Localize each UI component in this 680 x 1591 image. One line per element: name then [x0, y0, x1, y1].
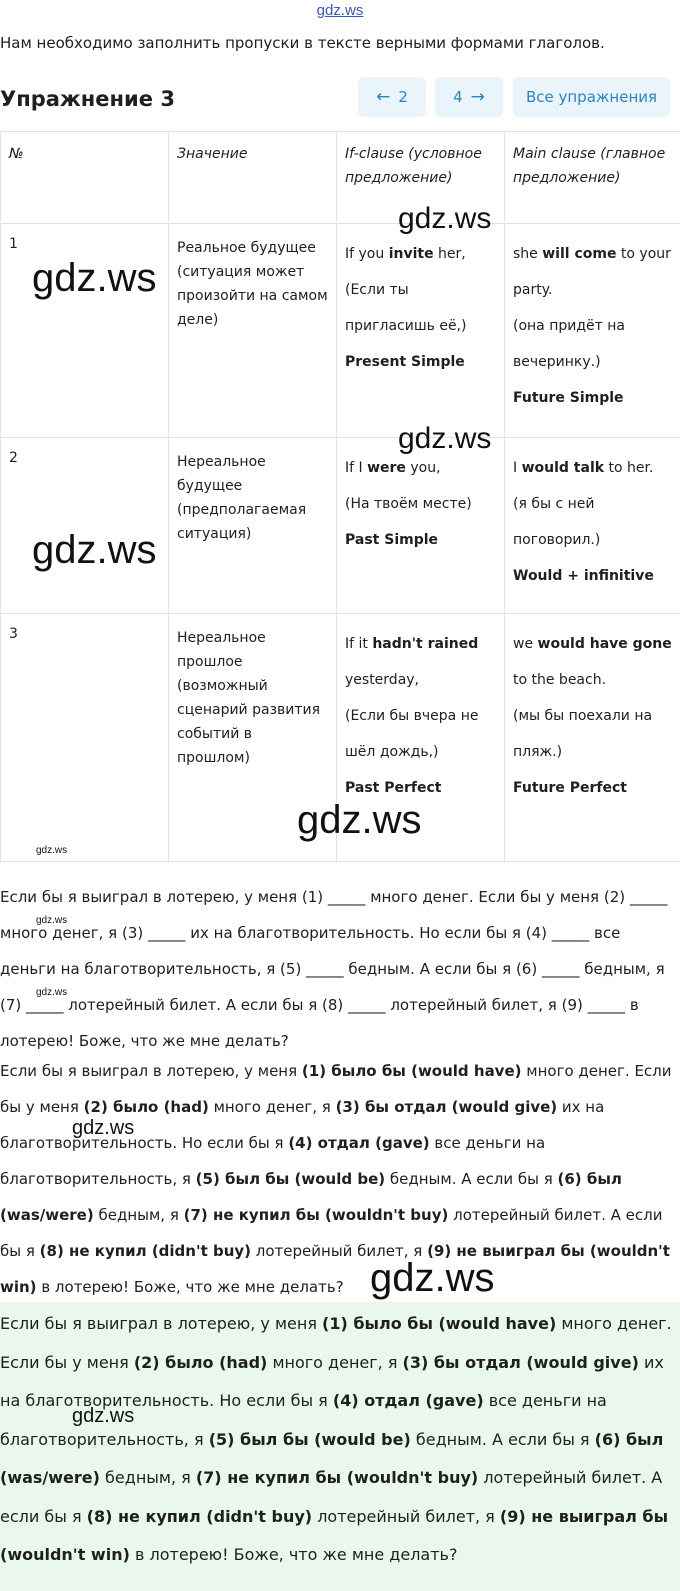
watermark: gdz.ws	[72, 1117, 135, 1139]
answer-filled-verb: (6) был (was/were)	[0, 1170, 622, 1224]
answer-filled-verb: (8) не купил (didn't buy)	[86, 1506, 313, 1526]
answer-filled-verb: (9) не выиграл бы (wouldn't win)	[0, 1242, 670, 1296]
if-example: If you invite her,	[345, 246, 466, 262]
prev-exercise-label: 2	[398, 88, 408, 106]
header-if-clause: If-clause (условное предложение)	[337, 132, 505, 224]
if-tense: Past Perfect	[345, 780, 442, 796]
answer-filled-verb: (3) бы отдал (would give)	[402, 1352, 639, 1372]
main-example: we would have gone to the beach.	[513, 636, 672, 688]
all-exercises-label: Все упражнения	[525, 88, 658, 106]
task-text: Если бы я выиграл в лотерею, у меня (1) _____ много денег. Если бы у меня (2) _____ много денег, я (3) _____ их на благотворительность. Но если бы я (4) _____ все деньги на благотворительность, я (5) _____ бедным. А если бы я (6) _____ бедным, я (7) _____ лотерейный билет. А если бы я (8) _____ лотерейный билет, я (9) _____ в лотерею! Боже, что же мне делать?	[0, 888, 668, 1050]
row-number: 3	[1, 614, 169, 862]
answer-segment: Если бы я выиграл в лотерею, у меня	[0, 1062, 302, 1080]
row-number: 2	[1, 438, 169, 614]
row-main-clause	[505, 224, 680, 438]
intro-text: Нам необходимо заполнить пропуски в тексте верными формами глаголов.	[0, 34, 605, 52]
header-number: №	[1, 132, 169, 224]
row-meaning: Нереальное будущее (предполагаемая ситуация)	[169, 438, 337, 614]
answer-segment: бедным, я	[93, 1206, 184, 1224]
if-tense: Present Simple	[345, 354, 465, 370]
row-meaning: Нереальное прошлое (возможный сценарий развития событий в прошлом)	[169, 614, 337, 862]
answer-filled-verb: (6) был (was/were)	[0, 1429, 664, 1487]
answer-segment: все деньги на благотворительность, я	[0, 1134, 546, 1188]
answer-segment: много денег, я	[208, 1098, 336, 1116]
table-row	[1, 438, 680, 614]
main-translation: (она придёт на вечеринку.)	[513, 318, 625, 370]
table-header-row	[1, 132, 680, 224]
answer-segment: лотерейный билет, я	[251, 1242, 428, 1260]
main-tense: Future Simple	[513, 390, 624, 406]
answer-filled-verb: (2) было (had)	[83, 1098, 209, 1116]
watermark: gdz.ws	[398, 202, 492, 235]
answer-segment: Если бы я выиграл в лотерею, у меня	[0, 1314, 323, 1333]
main-example: she will come to your party.	[513, 246, 671, 298]
watermark: gdz.ws	[32, 256, 157, 300]
header-meaning: Значение	[169, 132, 337, 224]
answer-segment: бедным, я	[99, 1468, 196, 1487]
main-tense: Future Perfect	[513, 780, 628, 796]
main-translation: (я бы с ней поговорил.)	[513, 496, 601, 548]
answer-segment: много денег. Если бы у меня	[0, 1314, 672, 1372]
main-example: I would talk to her.	[513, 460, 654, 476]
answer-filled-verb: (4) отдал (gave)	[288, 1134, 430, 1152]
answer-filled-verb: (5) был бы (would be)	[208, 1429, 411, 1449]
row-main-clause	[505, 438, 680, 614]
row-meaning: Реальное будущее (ситуация может произойти на самом деле)	[169, 224, 337, 438]
answer-filled-verb: (1) было бы (would have)	[322, 1314, 557, 1333]
if-example: If it hadn't rained yesterday,	[345, 636, 479, 688]
row-if-clause	[337, 438, 505, 614]
watermark-top-link[interactable]: gdz.ws	[316, 2, 364, 19]
watermark: gdz.ws	[72, 1405, 135, 1427]
answer-segment: лотерейный билет. А если бы я	[0, 1468, 663, 1526]
answer-segment: бедным. А если бы я	[385, 1170, 558, 1188]
watermark: gdz.ws	[36, 987, 68, 998]
row-number: 1	[1, 224, 169, 438]
prev-exercise-button[interactable]	[358, 77, 426, 117]
conditionals-table	[0, 131, 680, 862]
answer-segment: их на благотворительность. Но если бы я	[0, 1098, 605, 1152]
answer-segment: бедным. А если бы я	[410, 1429, 595, 1449]
answer-filled-verb: (7) не купил бы (wouldn't buy)	[183, 1206, 449, 1224]
if-example: If I were you,	[345, 460, 441, 476]
answer-filled-verb: (4) отдал (gave)	[332, 1391, 484, 1410]
answer-segment: все деньги на благотворительность, я	[0, 1391, 607, 1449]
header-main-clause: Main clause (главное предложение)	[505, 132, 680, 224]
answer-filled-verb: (9) не выиграл бы (wouldn't win)	[0, 1506, 669, 1564]
watermark: gdz.ws	[370, 1256, 495, 1300]
arrow-right-icon: →	[470, 87, 485, 107]
answer-segment: в лотерею! Боже, что же мне делать?	[36, 1278, 344, 1296]
answer-segment: лотерейный билет. А если бы я	[0, 1206, 663, 1260]
answer-filled-verb: (8) не купил (didn't buy)	[39, 1242, 252, 1260]
if-translation: (Если бы вчера не шёл дождь,)	[345, 708, 479, 760]
answer-filled-verb: (5) был бы (would be)	[195, 1170, 386, 1188]
if-translation: (Если ты пригласишь её,)	[345, 282, 467, 334]
main-translation: (мы бы поехали на пляж.)	[513, 708, 653, 760]
answer-filled-verb: (7) не купил бы (wouldn't buy)	[195, 1468, 479, 1487]
watermark: gdz.ws	[36, 845, 68, 856]
next-exercise-label: 4	[453, 88, 463, 106]
main-tense: Would + infinitive	[513, 568, 654, 584]
exercise-title: Упражнение 3	[0, 87, 175, 111]
watermark: gdz.ws	[32, 528, 157, 572]
watermark: gdz.ws	[36, 915, 68, 926]
answer-segment: в лотерею! Боже, что же мне делать?	[129, 1545, 458, 1564]
all-exercises-button[interactable]	[513, 77, 670, 117]
answer-filled-verb: (1) было бы (would have)	[301, 1062, 522, 1080]
answer-filled-verb: (3) бы отдал (would give)	[335, 1098, 558, 1116]
if-translation: (На твоём месте)	[345, 496, 472, 512]
answer-segment: много денег, я	[267, 1352, 403, 1372]
answer-text-highlighted	[0, 1305, 680, 1575]
answer-segment: лотерейный билет, я	[312, 1506, 500, 1526]
answer-segment: их на благотворительность. Но если бы я	[0, 1352, 664, 1410]
if-tense: Past Simple	[345, 532, 439, 548]
answer-filled-verb: (2) было (had)	[133, 1352, 268, 1372]
answer-text	[0, 1053, 680, 1305]
row-main-clause	[505, 614, 680, 862]
next-exercise-button[interactable]	[435, 77, 503, 117]
arrow-left-icon: ←	[376, 87, 391, 107]
watermark: gdz.ws	[398, 422, 492, 455]
answer-segment: много денег. Если бы у меня	[0, 1062, 672, 1116]
watermark: gdz.ws	[297, 798, 422, 842]
row-if-clause	[337, 224, 505, 438]
